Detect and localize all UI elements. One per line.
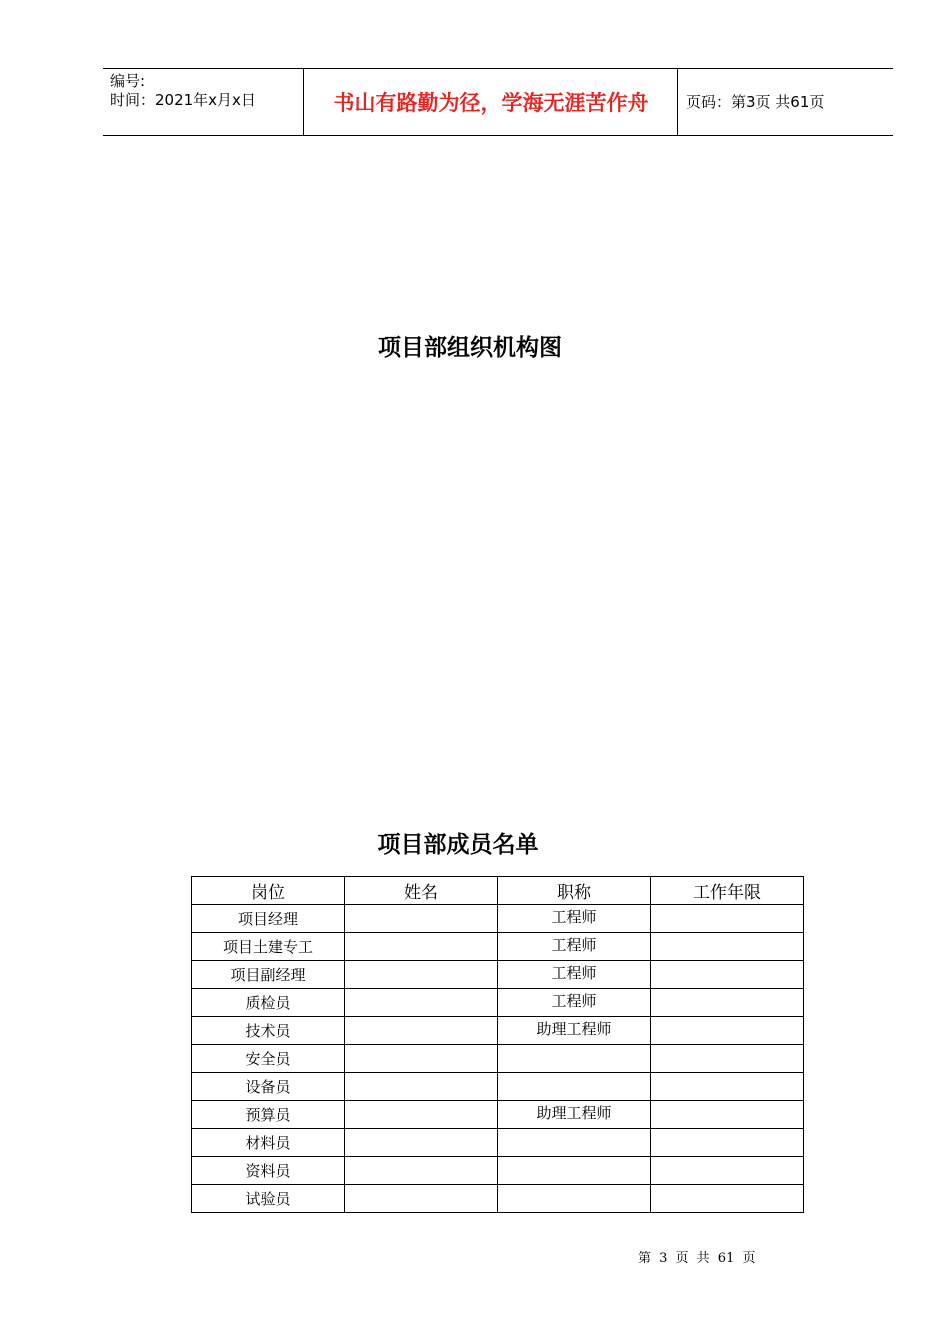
column-header-name: 姓名 [345, 877, 498, 905]
title-cell: 工程师 [498, 961, 651, 989]
name-cell [345, 1017, 498, 1045]
document-number-label: 编号: [110, 72, 146, 90]
years-cell [651, 961, 804, 989]
column-header-title: 职称 [498, 877, 651, 905]
name-cell [345, 1101, 498, 1129]
title-cell: 助理工程师 [498, 1017, 651, 1045]
table-row [192, 1073, 804, 1101]
years-cell [651, 905, 804, 933]
title-cell: 助理工程师 [498, 1101, 651, 1129]
years-cell [651, 1073, 804, 1101]
header-bottom-rule [103, 135, 893, 136]
position-cell: 安全员 [192, 1045, 345, 1073]
member-list-title: 项目部成员名单 [377, 832, 539, 858]
table-row [192, 1185, 804, 1213]
years-cell [651, 1185, 804, 1213]
header-motto: 书山有路勤为径，学海无涯苦作舟 [333, 89, 649, 115]
years-cell [651, 1129, 804, 1157]
table-row [192, 1045, 804, 1073]
title-cell [498, 1157, 651, 1185]
position-cell: 设备员 [192, 1073, 345, 1101]
position-cell: 项目土建专工 [192, 933, 345, 961]
title-cell: 工程师 [498, 905, 651, 933]
member-table [191, 876, 804, 1213]
table-row [192, 1129, 804, 1157]
table-row [192, 905, 804, 933]
position-cell: 材料员 [192, 1129, 345, 1157]
org-chart-title: 项目部组织机构图 [378, 335, 562, 361]
position-cell: 试验员 [192, 1185, 345, 1213]
header-divider-left [303, 68, 304, 135]
name-cell [345, 905, 498, 933]
document-time-label: 时间：2021年x月x日 [110, 91, 256, 109]
title-cell [498, 1045, 651, 1073]
name-cell [345, 1129, 498, 1157]
column-header-years: 工作年限 [651, 877, 804, 905]
header-meta [110, 72, 256, 110]
column-header-position: 岗位 [192, 877, 345, 905]
years-cell [651, 1017, 804, 1045]
years-cell [651, 1157, 804, 1185]
position-cell: 技术员 [192, 1017, 345, 1045]
name-cell [345, 1045, 498, 1073]
table-row [192, 989, 804, 1017]
position-cell: 质检员 [192, 989, 345, 1017]
name-cell [345, 989, 498, 1017]
page-footer: 第 3 页 共 61 页 [638, 1251, 756, 1266]
title-cell: 工程师 [498, 933, 651, 961]
header-divider-right [677, 68, 678, 135]
years-cell [651, 933, 804, 961]
position-cell: 项目经理 [192, 905, 345, 933]
position-cell: 资料员 [192, 1157, 345, 1185]
name-cell [345, 1185, 498, 1213]
name-cell [345, 1073, 498, 1101]
position-cell: 预算员 [192, 1101, 345, 1129]
name-cell [345, 961, 498, 989]
table-row [192, 1017, 804, 1045]
table-row [192, 1101, 804, 1129]
title-cell [498, 1129, 651, 1157]
title-cell [498, 1073, 651, 1101]
table-row [192, 1157, 804, 1185]
header-page-info: 页码：第3页 共61页 [686, 93, 825, 111]
title-cell: 工程师 [498, 989, 651, 1017]
years-cell [651, 989, 804, 1017]
name-cell [345, 933, 498, 961]
table-header-row [192, 877, 804, 905]
position-cell: 项目副经理 [192, 961, 345, 989]
title-cell [498, 1185, 651, 1213]
table-row [192, 961, 804, 989]
table-row [192, 933, 804, 961]
years-cell [651, 1045, 804, 1073]
name-cell [345, 1157, 498, 1185]
years-cell [651, 1101, 804, 1129]
